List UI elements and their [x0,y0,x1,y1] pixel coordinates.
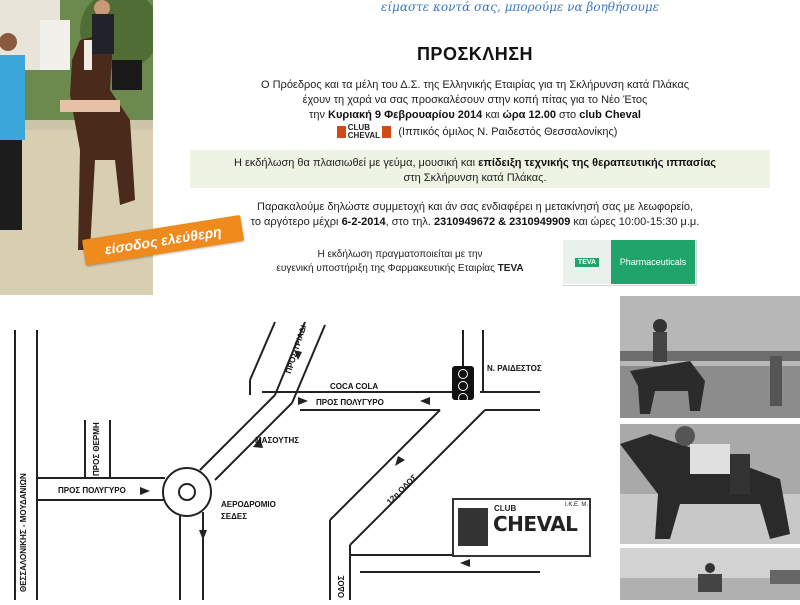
rsvp-line-1: Παρακαλούμε δηλώστε συμμετοχή και άν σας ενδιαφέρει η μετακίνησή σας με λεωφορείο, [257,201,693,213]
teva-pharmaceuticals-label: Pharmaceuticals [611,240,695,284]
event-time: ώρα 12.00 [502,109,556,121]
date-prefix: την [309,109,329,121]
riding-photo-1 [620,296,800,418]
rsvp-line-2: το αργότερο μέχρι 6-2-2014, στο τηλ. 2310949672 & 2310949909 και ώρες 10:00-15:30 μ.μ. [250,216,700,228]
horse-logo-icon [337,126,346,138]
airport-label-line1: ΑΕΡΟΔΡΟΜΙΟ [221,500,276,509]
road-to-thermi: ΠΡΟΣ ΘΕΡΜΗ [92,422,101,476]
free-entry-badge: είσοδος ελεύθερη [82,215,244,266]
sponsor-name: TEVA [497,263,524,274]
invitation-line-1: Ο Πρόεδρος και τα μέλη του Δ.Σ. της Ελληνικής Εταιρίας για τη Σκλήρυνση κατά Πλάκας [261,79,689,91]
invitation-line-2: έχουν τη χαρά να σας προσκαλέσουν στην κοπή πίτας για το Νέο Έτος [302,94,648,106]
club-cheval-mini-logo: CLUB CHEVAL [337,124,392,140]
invitation-line-3 [160,108,790,123]
club-name-label: CHEVAL [493,512,578,536]
event-place: club Cheval [579,109,641,121]
event-date: Κυριακή 9 Φεβρουαρίου 2014 [328,109,483,121]
riding-photo-3 [620,548,800,600]
invitation-line-4 [160,124,790,140]
date-mid: και [482,109,503,121]
road-to-polygyro-left: ΠΡΟΣ ΠΟΛΥΓΥΡΟ [58,486,126,495]
horse-logo-icon [382,126,391,138]
n-raidestos-label: Ν. ΡΑΙΔΕΣΤΟΣ [487,364,542,373]
tagline: είμαστε κοντά σας, μπορούμε να βοηθήσουμε [380,0,660,14]
horse-logo-icon [458,508,488,546]
rsvp-phones: 2310949672 & 2310949909 [433,216,571,228]
riding-photo-2 [620,424,800,544]
masoutis-label: ΜΑΣΟΥΤΗΣ [255,436,300,445]
teva-logo: TEVA [563,240,611,284]
club-description: (Ιππικός όμιλος Ν. Ραιδεστός Θεσσαλονίκης) [398,125,618,138]
club-small-label: CLUB [494,504,517,513]
traffic-light-icon [452,366,474,400]
place-prefix: στο [556,109,580,121]
road-to-triadi: ΠΡΟΣ ΤΡΙΑΔΙ [284,323,309,375]
street-12-label: 12η ΟΔΟΣ [385,472,419,507]
street-bottom-label: ΟΔΟΣ [337,575,346,598]
sponsor-text: Η εκδήλωση πραγματοποιείται με την ευγενική υποστήριξη της Φαρμακευτικής Εταιρίας TEVA [276,249,524,274]
road-to-polygyro-top: ΠΡΟΣ ΠΟΛΥΓΥΡΟ [316,398,384,407]
coca-cola-label: COCA COLA [330,382,379,391]
highlight-line-1: Η εκδήλωση θα πλαισιωθεί με γεύμα, μουσική και επίδειξη τεχνικής της θεραπευτικής ιππασίας [234,157,716,169]
therapy-demo: επίδειξη τεχνικής της θεραπευτικής ιππασίας [478,157,716,169]
club-ike-label: I.K.E. Μ. [565,502,589,508]
road-thessaloniki-moudania: ΘΕΣΣΑΛΟΝΙΚΗΣ - ΜΟΥΔΑΝΙΩΝ [19,473,28,592]
airport-label-line2: ΣΕΔΕΣ [221,512,248,521]
rsvp-deadline: 6-2-2014 [341,216,386,228]
invitation-title: ΠΡΟΣΚΛΗΣΗ [416,44,534,64]
highlight-line-2: στη Σκλήρυνση κατά Πλάκας. [403,172,547,184]
